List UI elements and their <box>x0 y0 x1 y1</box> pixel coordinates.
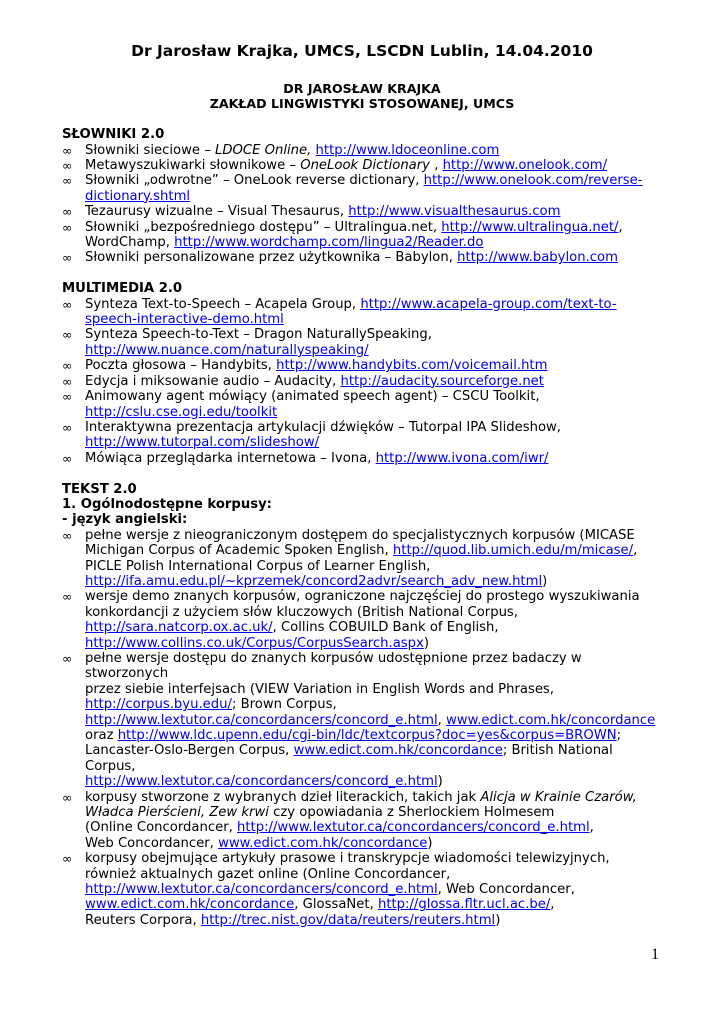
infinity-bullet-icon: ∞ <box>62 204 73 220</box>
subheading: - język angielski: <box>62 512 188 528</box>
link[interactable]: http://quod.lib.umich.edu/m/micase/ <box>392 543 634 559</box>
infinity-bullet-icon: ∞ <box>62 527 73 543</box>
list-item: ∞ wersje demo znanych korpusów, ograniczone najczęściej do prostego wyszukiwania konkordancji z użyciem słów kluczowych (British National Corpus, http://sara.natcorp.ox.ac.uk/, Collins COBUILD Bank of English, http://www.collins.co.uk/Corpus/CorpusSearch.aspx) <box>62 589 640 651</box>
infinity-bullet-icon: ∞ <box>62 419 73 435</box>
list-item: ∞ korpusy stworzone z wybranych dzieł literackich, takich jak Alicja w Krainie Czarów, Władca Pierścieni, Zew krwi czy opowiadania z Sherlockiem Holmesem (Online Concordancer, http://www.lextutor.ca/concordancers/concord_e.html, Web Concordancer, www.edict.com.hk/concordance) <box>62 789 637 851</box>
infinity-bullet-icon: ∞ <box>62 142 73 158</box>
list-item: ∞ Animowany agent mówiący (animated speech agent) – CSCU Toolkit, http://cslu.cse.ogi.edu/toolkit <box>62 389 540 420</box>
link[interactable]: http://audacity.sourceforge.net <box>340 373 544 389</box>
link[interactable]: http://www.visualthesaurus.com <box>348 204 561 220</box>
section-heading-tekst: TEKST 2.0 <box>62 481 137 497</box>
link[interactable]: http://www.nuance.com/naturallyspeaking/ <box>85 342 369 358</box>
link[interactable]: www.edict.com.hk/concordance <box>218 835 428 851</box>
link[interactable]: http://www.acapela-group.com/text-to- <box>360 296 617 312</box>
link[interactable]: http://sara.natcorp.ox.ac.uk/ <box>85 620 273 636</box>
link[interactable]: http://cslu.cse.ogi.edu/toolkit <box>85 404 278 420</box>
link[interactable]: http://www.babylon.com <box>457 250 618 266</box>
link[interactable]: http://www.lextutor.ca/concordancers/concord_e.html <box>237 820 590 836</box>
link[interactable]: http://www.ldoceonline.com <box>315 142 500 158</box>
list-item: ∞ Słowniki personalizowane przez użytkownika – Babylon, http://www.babylon.com <box>62 250 618 266</box>
section-heading-slowniki: SŁOWNIKI 2.0 <box>62 127 165 143</box>
list-item: ∞ pełne wersje dostępu do znanych korpusów udostępnione przez badaczy w stworzonych przez siebie interfejsach (VIEW Variation in English Words and Phrases, http://corpus.byu.edu/; Brown Corpus, http://www.lextutor.ca/concordancers/concord_e.html, www.edict.com.hk/concordance oraz http://www.ldc.upenn.edu/cgi-bin/ldc/textcorpus?doc=yes&corpus=BROWN; Lancaster-Oslo-Bergen Corpus, www.edict.com.hk/concordance; British National Corpus, http://www.lextutor.ca/concordancers/concord_e.html) <box>62 650 656 790</box>
list-item: ∞ Synteza Speech-to-Text – Dragon NaturallySpeaking, http://www.nuance.com/naturallyspeaking/ <box>62 327 432 358</box>
link[interactable]: www.edict.com.hk/concordance <box>85 897 295 913</box>
infinity-bullet-icon: ∞ <box>62 373 73 389</box>
infinity-bullet-icon: ∞ <box>62 851 73 867</box>
link[interactable]: http://www.ldc.upenn.edu/cgi-bin/ldc/textcorpus?doc=yes&corpus=BROWN <box>117 728 617 744</box>
link[interactable]: http://www.lextutor.ca/concordancers/concord_e.html <box>85 774 438 790</box>
link[interactable]: http://www.onelook.com/reverse- <box>423 173 643 189</box>
subheading: 1. Ogólnodostępne korpusy: <box>62 496 272 512</box>
author-name: DR JAROSŁAW KRAJKA <box>283 81 441 96</box>
link[interactable]: http://trec.nist.gov/data/reuters/reuters.html <box>200 912 496 928</box>
list-item: ∞ Poczta głosowa – Handybits, http://www.handybits.com/voicemail.htm <box>62 358 548 374</box>
list-item: ∞ Mówiąca przeglądarka internetowa – Ivona, http://www.ivona.com/iwr/ <box>62 450 549 466</box>
infinity-bullet-icon: ∞ <box>62 450 73 466</box>
infinity-bullet-icon: ∞ <box>62 358 73 374</box>
link[interactable]: dictionary.shtml <box>85 188 191 204</box>
list-item: ∞ korpusy obejmujące artykuły prasowe i transkrypcje wiadomości telewizyjnych, również aktualnych gazet online (Online Concordancer, http://www.lextutor.ca/concordancers/concord_e.html, Web Concordancer, www.edict.com.hk/concordance, GlossaNet, http://glossa.fltr.ucl.ac.be/, Reuters Corpora, http://trec.nist.gov/data/reuters/reuters.html) <box>62 851 610 928</box>
link[interactable]: http://glossa.fltr.ucl.ac.be/ <box>377 897 551 913</box>
department-name: ZAKŁAD LINGWISTYKI STOSOWANEJ, UMCS <box>209 96 515 112</box>
infinity-bullet-icon: ∞ <box>62 327 73 343</box>
link[interactable]: http://www.ultralingua.net/ <box>441 219 619 235</box>
list-item: ∞ Słowniki „bezpośredniego dostępu” – Ultralingua.net, http://www.ultralingua.net/, WordChamp, http://www.wordchamp.com/lingua2/Reader.do <box>62 219 623 251</box>
page-number: 1 <box>651 946 659 963</box>
infinity-bullet-icon: ∞ <box>62 789 73 805</box>
link[interactable]: http://www.collins.co.uk/Corpus/CorpusSearch.aspx <box>85 635 424 651</box>
link[interactable]: speech-interactive-demo.html <box>85 312 284 328</box>
list-item: ∞ Metawyszukiwarki słownikowe – OneLook Dictionary , http://www.onelook.com/ <box>62 158 608 174</box>
list-item: ∞ Słowniki sieciowe – LDOCE Online, http://www.ldoceonline.com <box>62 142 500 158</box>
section-heading-multimedia: MULTIMEDIA 2.0 <box>62 281 183 297</box>
page-header: Dr Jarosław Krajka, UMCS, LSCDN Lublin, 14.04.2010 <box>131 42 593 60</box>
link[interactable]: http://ifa.amu.edu.pl/~kprzemek/concord2advr/search_adv_new.html <box>85 573 543 589</box>
document-body <box>62 81 662 928</box>
link[interactable]: http://www.lextutor.ca/concordancers/concord_e.html <box>85 712 438 728</box>
link[interactable]: http://www.handybits.com/voicemail.htm <box>276 358 548 374</box>
list-item: ∞ Interaktywna prezentacja artykulacji dźwięków – Tutorpal IPA Slideshow, http://www.tutorpal.com/slideshow/ <box>62 419 561 451</box>
link[interactable]: http://www.wordchamp.com/lingua2/Reader.do <box>174 235 484 251</box>
infinity-bullet-icon: ∞ <box>62 296 73 312</box>
list-item: ∞ Tezaurusy wizualne – Visual Thesaurus, http://www.visualthesaurus.com <box>62 204 561 220</box>
infinity-bullet-icon: ∞ <box>62 219 73 235</box>
list-item: ∞ pełne wersje z nieograniczonym dostępem do specjalistycznych korpusów (MICASE Michigan Corpus of Academic Spoken English, http://quod.lib.umich.edu/m/micase/, PICLE Polish International Corpus of Learner English, http://ifa.amu.edu.pl/~kprzemek/concord2advr/search_adv_new.html) <box>62 527 638 589</box>
infinity-bullet-icon: ∞ <box>62 650 73 666</box>
link[interactable]: http://www.lextutor.ca/concordancers/concord_e.html <box>85 882 438 898</box>
link[interactable]: http://www.tutorpal.com/slideshow/ <box>85 435 320 451</box>
infinity-bullet-icon: ∞ <box>62 389 73 405</box>
link[interactable]: http://corpus.byu.edu/ <box>85 697 232 713</box>
link[interactable]: www.edict.com.hk/concordance <box>293 743 503 759</box>
infinity-bullet-icon: ∞ <box>62 250 73 266</box>
infinity-bullet-icon: ∞ <box>62 173 73 189</box>
list-item: ∞ Edycja i miksowanie audio – Audacity, http://audacity.sourceforge.net <box>62 373 544 389</box>
infinity-bullet-icon: ∞ <box>62 158 73 174</box>
list-item: ∞ Synteza Text-to-Speech – Acapela Group, http://www.acapela-group.com/text-to- speech-interactive-demo.html <box>62 296 617 328</box>
link[interactable]: http://www.ivona.com/iwr/ <box>375 450 549 466</box>
list-item: ∞ Słowniki „odwrotne” – OneLook reverse dictionary, http://www.onelook.com/reverse- dictionary.shtml <box>62 173 643 204</box>
infinity-bullet-icon: ∞ <box>62 589 73 605</box>
link[interactable]: http://www.onelook.com/ <box>442 158 608 174</box>
link[interactable]: www.edict.com.hk/concordance <box>446 712 656 728</box>
